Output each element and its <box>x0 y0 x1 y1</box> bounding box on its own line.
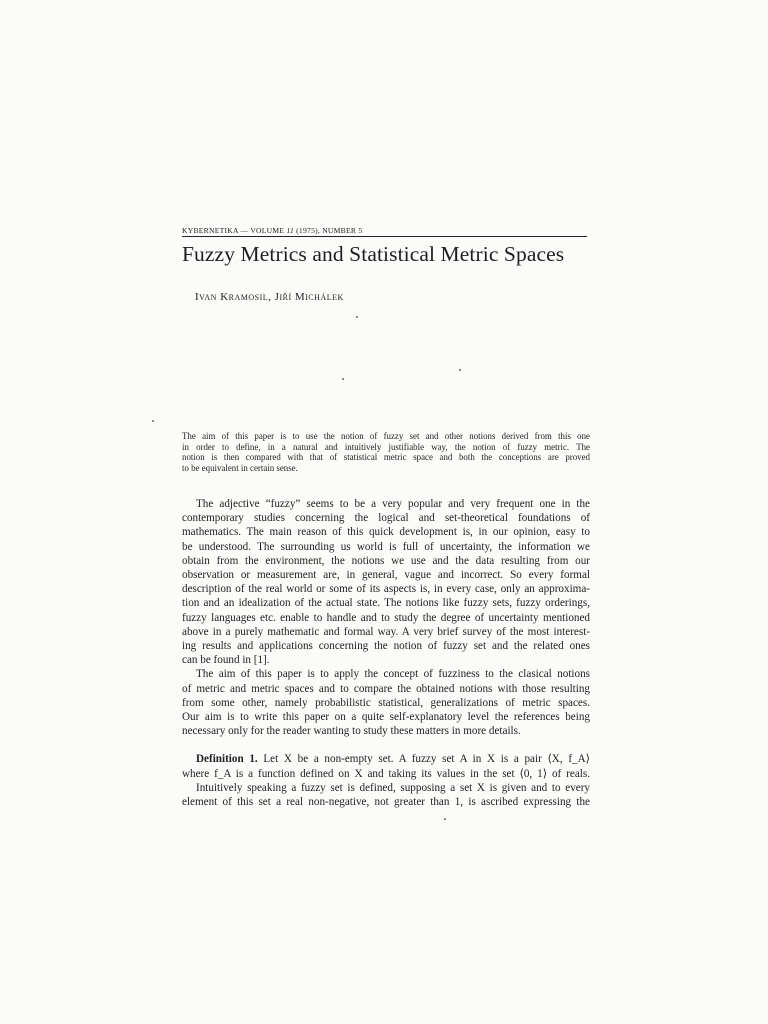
definition-text: Let X be a non-empty set. A fuzzy set A in X is a pair ⟨X, f_A⟩ <box>257 753 590 766</box>
scan-speck <box>459 369 461 371</box>
text-line: description of the real world or some of its aspects is, in every case, only an approxima- <box>182 583 590 596</box>
abstract-line: to be equivalent in certain sense. <box>182 462 298 473</box>
text-line: contemporary studies concerning the logical and set-theoretical foundations of <box>182 512 590 525</box>
volume-number: 11 <box>286 226 294 235</box>
journal-name: KYBERNETIKA — VOLUME <box>182 226 287 235</box>
text-line: can be found in [1]. <box>182 654 270 667</box>
journal-header <box>182 226 587 237</box>
abstract <box>182 431 590 473</box>
text-line: above in a purely mathematic and formal way. A very brief survey of the most interest- <box>182 625 590 638</box>
text-line: from some other, namely probabilistic statistical, generalizations of metric spaces. <box>182 696 590 709</box>
text-line: observation or measurement are, in general, vague and incorrect. So every formal <box>182 569 590 582</box>
abstract-line: in order to define, in a natural and intuitively justifiable way, the notion of fuzzy metric. The <box>182 441 590 452</box>
text-line: Intuitively speaking a fuzzy set is defined, supposing a set X is given and to every <box>196 781 590 794</box>
text-line: obtain from the environment, the notions we use and the data resulting from our <box>182 554 590 567</box>
abstract-line: The aim of this paper is to use the notion of fuzzy set and other notions derived from this one <box>182 431 590 441</box>
text-line: mathematics. The main reason of this quick development is, in our opinion, easy to <box>182 526 590 539</box>
authors: Ivan Kramosil, Jiří Michálek <box>195 291 344 303</box>
scan-speck <box>444 818 446 820</box>
text-line: The adjective “fuzzy” seems to be a very popular and very frequent one in the <box>196 498 590 510</box>
definition-line: where f_A is a function defined on X and taking its values in the set ⟨0, 1⟩ of reals. <box>182 767 590 780</box>
text-line: fuzzy languages etc. enable to handle and to study the degree of uncertainty mentioned <box>182 611 590 624</box>
text-line: of metric and metric spaces and to compare the obtained notions with those resulting <box>182 682 590 695</box>
definition-label: Definition 1. <box>196 753 258 766</box>
paper-title: Fuzzy Metrics and Statistical Metric Spaces <box>182 242 565 266</box>
text-line: be understood. The surrounding us world is full of uncertainty, the information we <box>182 540 590 553</box>
text-line: ing results and applications concerning the notion of fuzzy set and the related ones <box>182 640 590 653</box>
text-line: Our aim is to write this paper on a quite self-explanatory level the references being <box>182 711 590 724</box>
scan-speck <box>152 420 154 422</box>
body-text <box>182 497 590 809</box>
text-line: element of this set a real non-negative, not greater than 1, is ascribed expressing the <box>182 796 590 809</box>
text-line: necessary only for the reader wanting to study these matters in more details. <box>182 725 521 738</box>
text-line: tion and an idealization of the actual state. The notions like fuzzy sets, fuzzy orderings, <box>182 597 590 610</box>
abstract-line: notion is then compared with that of statistical metric space and both the conceptions are proved <box>182 452 590 463</box>
definition-1 <box>182 752 590 780</box>
spacer <box>182 738 590 752</box>
scan-speck <box>356 316 358 318</box>
issue-info: (1975), NUMBER 5 <box>294 226 363 235</box>
paragraph-3 <box>182 781 590 809</box>
text-line: The aim of this paper is to apply the concept of fuzziness to the clasical notions <box>196 668 590 681</box>
paragraph-1 <box>182 497 590 667</box>
scan-speck <box>342 378 344 380</box>
paragraph-2 <box>182 667 590 738</box>
definition-line <box>182 752 590 766</box>
